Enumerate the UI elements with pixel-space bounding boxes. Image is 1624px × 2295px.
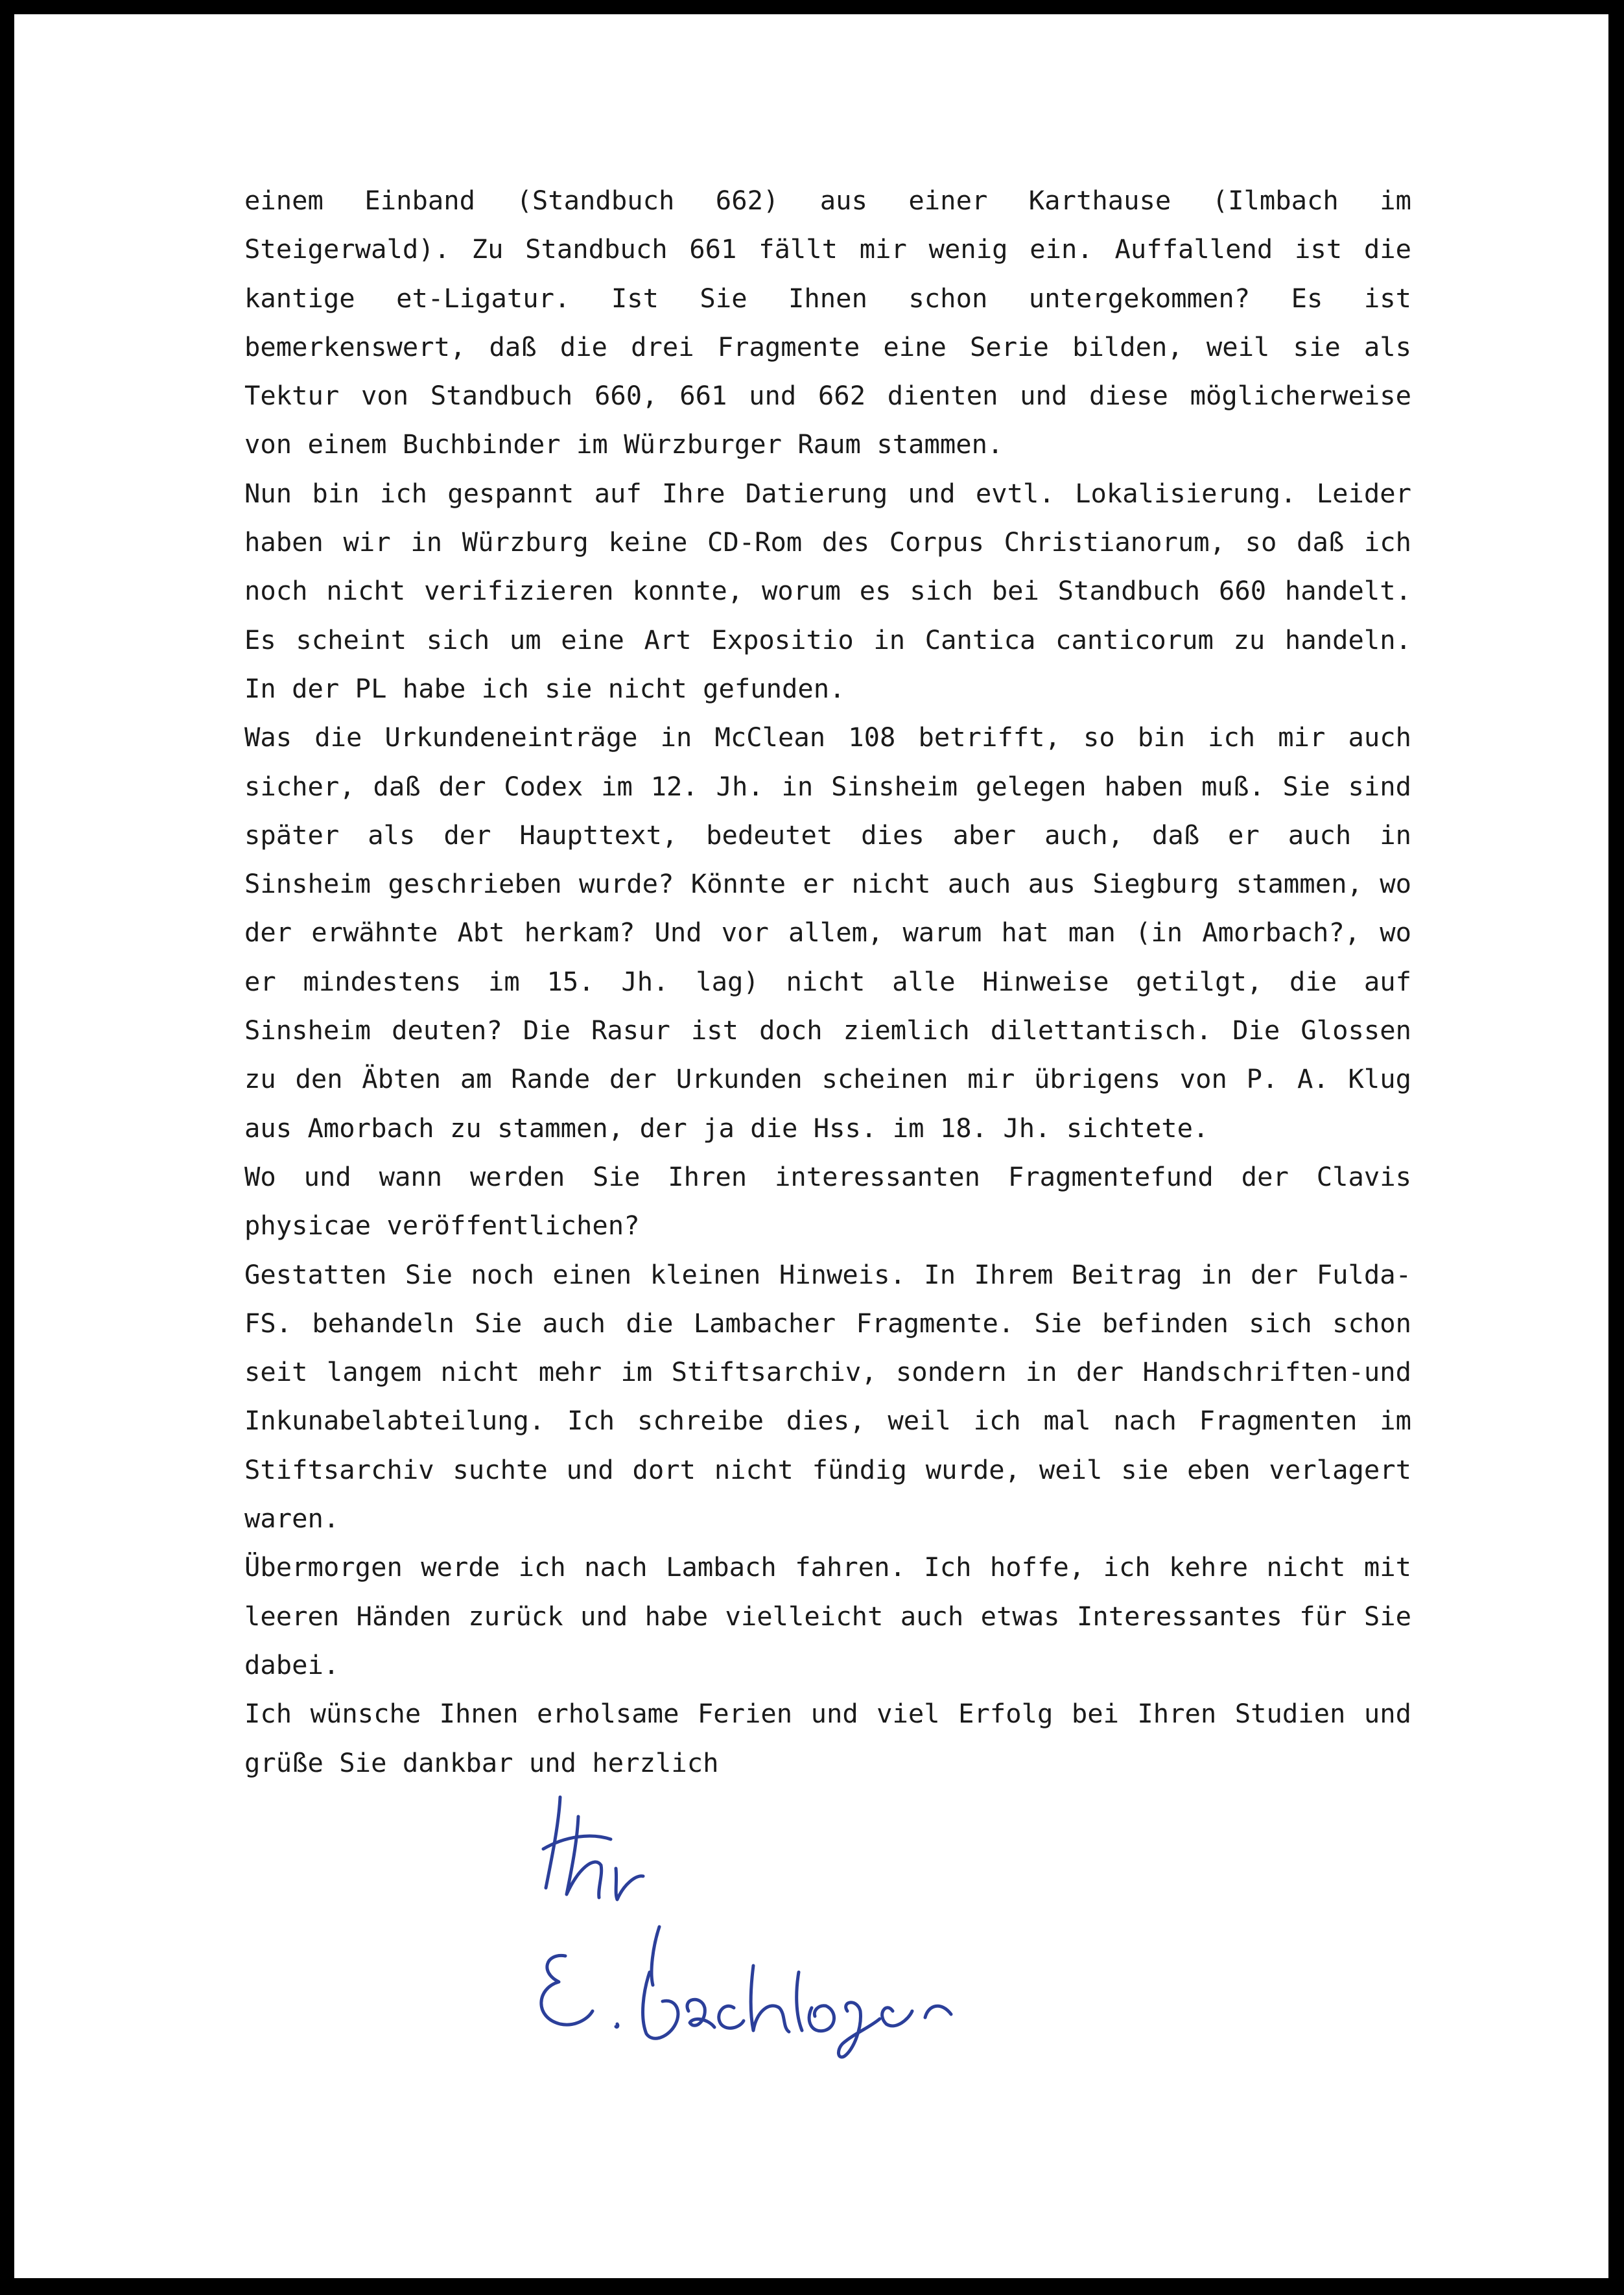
paragraph-lambach-fragments: Gestatten Sie noch einen kleinen Hinweis. In Ihrem Beitrag in der Fulda-FS. behandeln Sie auch die Lambacher Fragmente. Sie befinden sich schon seit langem nicht mehr im Stiftsarchiv, sondern in der Handschriften-und Inkunabelabteilung. Ich schreibe dies, weil ich mal nach Fragmenten im Stiftsarchiv suchte und dort nicht fündig wurde, weil sie eben verlagert waren.	[244, 1258, 1411, 1535]
paragraph-dating: Nun bin ich gespannt auf Ihre Datierung und evtl. Lokalisierung. Leider haben wir in Würzburg keine CD-Rom des Corpus Christianorum, so daß ich noch nicht verifizieren konnte, worum es sich bei Standbuch 660 handelt. Es scheint sich um eine Art Expositio in Cantica canticorum zu handeln. In der PL habe ich sie nicht gefunden.	[244, 477, 1411, 704]
signature-initial-strokes	[541, 1955, 618, 2027]
signature-salutation-strokes	[543, 1797, 643, 1900]
paragraph-mcclean: Was die Urkundeneinträge in McClean 108 betrifft, so bin ich mir auch sicher, daß der Codex im 12. Jh. in Sinsheim gelegen haben muß. Sie sind später als der Haupttext, bedeutet dies aber auch, daß er auch in Sinsheim geschrieben wurde? Könnte er nicht auch aus Siegburg stammen, wo der erwähnte Abt herkam? Und vor allem, warum hat man (in Amorbach?, wo er mindestens im 15. Jh. lag) nicht alle Hinweise getilgt, die auf Sinsheim deuten? Die Rasur ist doch ziemlich dilettantisch. Die Glossen zu den Äbten am Rande der Urkunden scheinen mir übrigens von P. A. Klug aus Amorbach zu stammen, der ja die Hss. im 18. Jh. sichtete.	[244, 722, 1411, 1144]
handwritten-signature	[520, 1778, 1039, 2076]
paragraph-closing: Ich wünsche Ihnen erholsame Ferien und viel Erfolg bei Ihren Studien und grüße Sie dankbar und herzlich	[244, 1698, 1411, 1778]
paragraph-fragments: einem Einband (Standbuch 662) aus einer Karthause (Ilmbach im Steigerwald). Zu Standbuch 661 fällt mir wenig ein. Auffallend ist die kantige et-Ligatur. Ist Sie Ihnen schon untergekommen? Es ist bemerkenswert, daß die drei Fragmente eine Serie bilden, weil sie als Tektur von Standbuch 660, 661 und 662 dienten und diese möglicherweise von einem Buchbinder im Würzburger Raum stammen.	[244, 185, 1411, 460]
letter-body	[244, 176, 1411, 1787]
signature-block	[520, 1778, 1039, 2076]
paragraph-clavis: Wo und wann werden Sie Ihren interessanten Fragmentefund der Clavis physicae veröffentlichen?	[244, 1160, 1411, 1242]
signature-surname-strokes	[643, 1927, 951, 2057]
paragraph-lambach-trip: Übermorgen werde ich nach Lambach fahren. Ich hoffe, ich kehre nicht mit leeren Händen zurück und habe vielleicht auch etwas Interessantes für Sie dabei.	[244, 1551, 1411, 1680]
